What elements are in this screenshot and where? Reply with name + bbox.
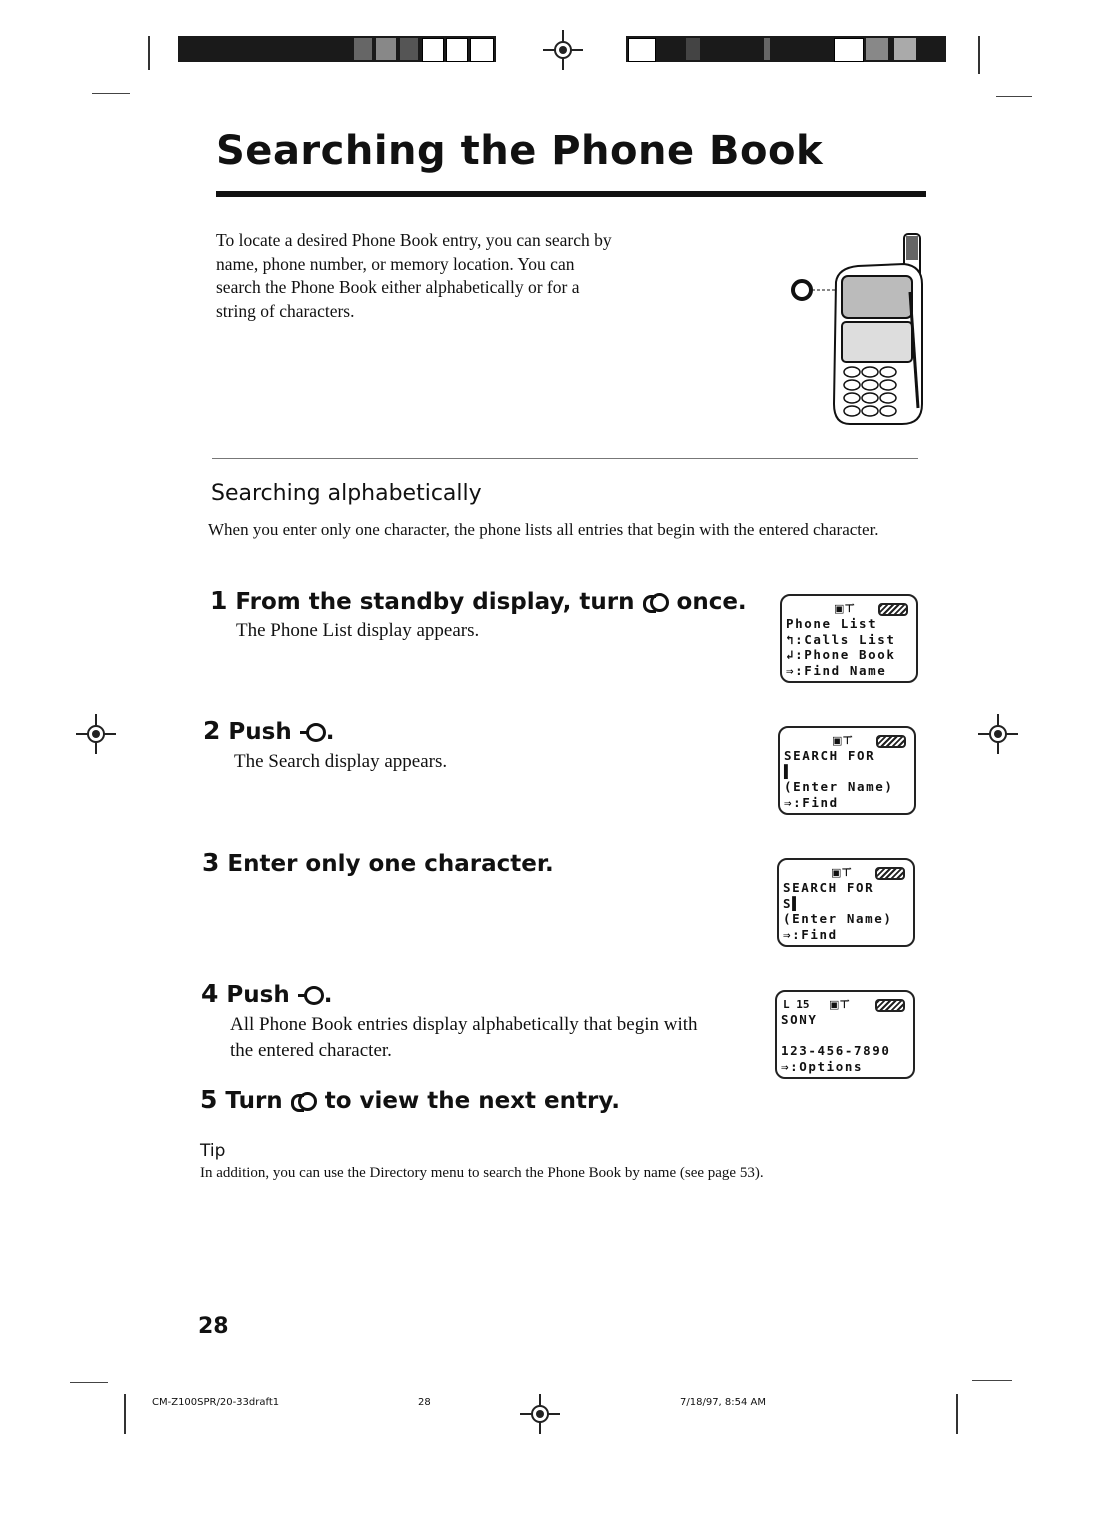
step-1-description: The Phone List display appears.	[236, 620, 480, 641]
lcd-line: SEARCH FOR	[783, 880, 875, 895]
jog-dial-push-icon	[300, 723, 326, 741]
step-number: 1	[210, 586, 228, 615]
crop-mark	[978, 36, 980, 74]
step-text: Push	[226, 982, 290, 1008]
battery-icon	[875, 999, 905, 1012]
step-text: Enter only one character.	[227, 851, 554, 877]
lcd-line: SEARCH FOR	[784, 748, 876, 763]
step-text: From the standby display, turn	[235, 589, 635, 615]
signal-icon: ▣⊤⃑	[832, 734, 853, 747]
page-number: 28	[198, 1314, 229, 1339]
footer-datetime: 7/18/97, 8:54 AM	[680, 1397, 767, 1408]
lcd-line: SONY	[781, 1012, 818, 1027]
section-divider	[212, 458, 918, 459]
registration-crosshair-icon	[978, 714, 1018, 754]
step-4-description: All Phone Book entries display alphabetically that begin with the entered character.	[230, 1014, 698, 1061]
step-2-title	[203, 716, 334, 745]
crop-mark	[92, 93, 130, 94]
lcd-line: ↰:Calls List	[786, 631, 896, 647]
registration-crosshair-icon	[520, 1394, 560, 1434]
color-registration-bar	[626, 36, 946, 62]
lcd-line: ▌	[784, 763, 794, 779]
step-number: 4	[201, 979, 219, 1008]
crop-mark	[124, 1394, 126, 1434]
footer-page: 28	[418, 1397, 431, 1408]
lcd-line: (Enter Name)	[783, 911, 893, 926]
battery-icon	[878, 603, 908, 616]
lcd-line: ⇒:Find	[783, 926, 838, 942]
lcd-phone-list-screen	[780, 594, 918, 683]
lcd-line: 123-456-7890	[781, 1043, 891, 1058]
mobile-phone-illustration	[786, 232, 932, 432]
battery-icon	[876, 735, 906, 748]
lcd-line: (Enter Name)	[784, 779, 894, 794]
lcd-line: S▌	[783, 895, 802, 911]
step-3-title	[202, 848, 554, 877]
jog-dial-push-icon	[298, 986, 324, 1004]
jog-dial-turn-icon	[291, 1092, 317, 1110]
jog-dial-turn-icon	[643, 593, 669, 611]
lcd-line: ⇒:Find	[784, 794, 839, 810]
page-title: Searching the Phone Book	[216, 128, 824, 174]
step-4-title	[201, 979, 332, 1008]
tip-text: In addition, you can use the Directory menu to search the Phone Book by name (see page 53).	[200, 1165, 764, 1181]
section-heading: Searching alphabetically	[211, 481, 482, 506]
crop-mark	[996, 96, 1032, 97]
step-text: Push	[228, 719, 292, 745]
tip-label: Tip	[200, 1141, 226, 1161]
signal-icon: ▣⊤⃑	[834, 602, 855, 615]
step-text: Turn	[225, 1088, 283, 1114]
registration-crosshair-icon	[76, 714, 116, 754]
crop-mark	[148, 36, 150, 70]
battery-icon	[875, 867, 905, 880]
footer-filename: CM-Z100SPR/20-33draft1	[152, 1397, 280, 1408]
crop-mark	[70, 1382, 108, 1383]
step-5-title	[200, 1085, 620, 1114]
memory-location: L 15	[783, 998, 810, 1011]
lcd-line: ↲:Phone Book	[786, 647, 896, 662]
step-text: .	[325, 719, 335, 745]
crop-mark	[972, 1380, 1012, 1381]
lcd-line: ⇒:Options	[781, 1058, 864, 1074]
lcd-line: ⇒:Find Name	[786, 662, 887, 678]
step-2-description: The Search display appears.	[234, 751, 448, 772]
lcd-search-screen	[778, 726, 916, 815]
step-number: 2	[203, 716, 221, 745]
step-number: 5	[200, 1085, 218, 1114]
intro-paragraph: To locate a desired Phone Book entry, you can search by name, phone number, or memory location. You can search the Phone Book either alphabetically or for a string of characters.	[216, 230, 612, 321]
section-body: When you enter only one character, the phone lists all entries that begin with the entered character.	[208, 520, 879, 539]
lcd-line: Phone List	[786, 616, 878, 631]
lcd-search-entered-screen	[777, 858, 915, 947]
crop-mark	[956, 1394, 958, 1434]
lcd-entry-screen	[775, 990, 915, 1079]
lcd-line	[781, 1028, 909, 1044]
signal-icon: ▣⊤⃑	[831, 866, 852, 879]
step-text: .	[323, 982, 333, 1008]
step-text: once.	[676, 589, 747, 615]
color-registration-bar	[178, 36, 496, 62]
step-number: 3	[202, 848, 220, 877]
step-1-title	[210, 586, 747, 615]
step-text: to view the next entry.	[324, 1088, 620, 1114]
title-rule	[216, 191, 926, 197]
registration-crosshair-icon	[543, 30, 583, 70]
signal-icon: ▣⊤⃑	[829, 998, 850, 1011]
